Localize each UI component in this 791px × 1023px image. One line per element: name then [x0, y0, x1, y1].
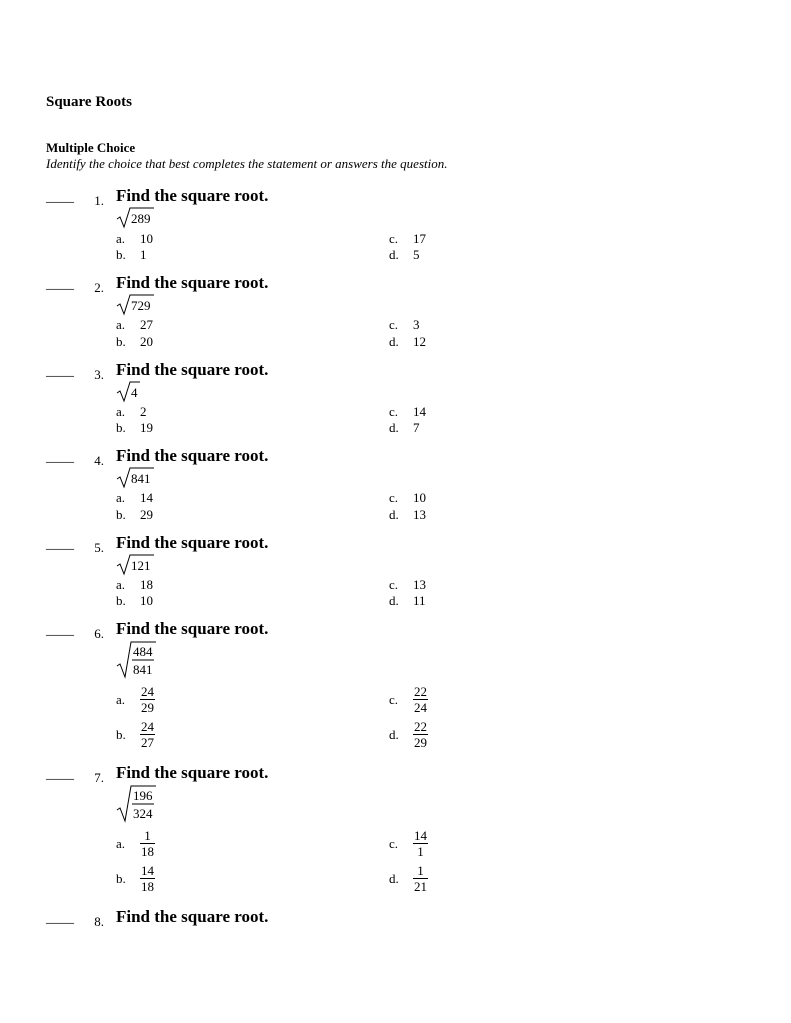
answer-blank: ____ [46, 364, 74, 379]
radicand: 289 [131, 211, 151, 226]
choice-value: 29 [140, 507, 153, 522]
choice-fraction [413, 863, 428, 894]
radical-sign [116, 783, 162, 823]
answer-blank: ____ [46, 911, 74, 926]
radicand-denominator: 324 [133, 806, 153, 821]
choice-value: 13 [413, 577, 426, 592]
choice-fraction [413, 719, 428, 750]
square-root-fraction-expression [116, 783, 162, 823]
denominator: 18 [141, 879, 154, 894]
choice-value: 14 [413, 404, 426, 419]
choice-fraction [413, 828, 428, 859]
denominator: 24 [414, 700, 427, 715]
square-root-fraction-expression [116, 639, 162, 679]
choice-fraction [413, 684, 428, 715]
radical-sign [116, 380, 146, 404]
question-number: 7. [94, 770, 104, 785]
radicand-denominator: 841 [133, 662, 153, 677]
choice-fraction [140, 684, 155, 715]
answer-blank: ____ [46, 190, 74, 205]
radicand: 121 [131, 558, 151, 573]
question-prompt: Find the square root. [116, 360, 269, 379]
numerator: 1 [140, 828, 155, 844]
radical-sign [116, 553, 160, 577]
radical-sign [116, 293, 160, 317]
question-number: 2. [94, 280, 104, 295]
denominator: 1 [417, 844, 424, 859]
question-prompt: Find the square root. [116, 907, 269, 926]
choice-value: 18 [140, 577, 153, 592]
question-prompt: Find the square root. [116, 186, 269, 205]
answer-blank: ____ [46, 537, 74, 552]
question-prompt: Find the square root. [116, 763, 269, 782]
worksheet-page: Square Roots Multiple Choice Identify the choice that best completes the statement or answers the question. ____ 1. Find the square root. 289 a. 10 b. 1 c. 17 d. 5 ____ 2. Find the square root. 729 a. 27 b. 20 c. 3 d. 12 ____ 3. Find the square root. 4 a. 2 b. 19 c. 14 d. 7 ____ 4. Find the square root. 841 a. 14 b. 29 c. 10 d. 13 ____ 5. Find the square root. 121 a. 18 b. 10 c. 13 d. 11 ____ 6. Find the square root. 484 841 a. $\frac{24}{29}$ b. $\frac{24}{27}$ c. $\frac{22}{24}$ d. $\frac{22}{29}$ ____ 7. Find the square root. 196 324 a. $\frac{1}{18}$ b. $\frac{14}{18}$ c. $\frac{14}{1}$ d. $\frac{1}{21}$ ____ 8. Find the square root. [46, 94, 448, 929]
choice-value: 19 [140, 420, 153, 435]
choice-value: 1 [140, 247, 147, 262]
numerator: 22 [414, 684, 427, 699]
question-prompt: Find the square root. [116, 533, 269, 552]
choice-value: 12 [413, 334, 426, 349]
numerator: 14 [414, 828, 427, 843]
numerator: 1 [413, 863, 428, 879]
answer-blank: ____ [46, 450, 74, 465]
choice-value: 7 [413, 420, 420, 435]
choice-value: 10 [413, 490, 426, 505]
question-number: 8. [94, 914, 104, 929]
page-title: Square Roots [46, 94, 132, 110]
choice-value: 27 [140, 317, 153, 332]
radicand-numerator: 196 [133, 788, 153, 803]
choice-value: 5 [413, 247, 420, 262]
answer-blank: ____ [46, 767, 74, 782]
question-prompt: Find the square root. [116, 446, 269, 465]
numerator: 24 [141, 719, 154, 734]
question-number: 5. [94, 540, 104, 555]
answer-blank: ____ [46, 277, 74, 292]
question-prompt: Find the square root. [116, 273, 269, 292]
radical-sign [116, 466, 160, 490]
radical-sign [116, 639, 162, 679]
answer-blank: ____ [46, 623, 74, 638]
numerator: 14 [141, 863, 154, 878]
choice-fraction [140, 828, 155, 859]
section-title: Multiple Choice [46, 140, 136, 155]
numerator: 22 [414, 719, 427, 734]
denominator: 29 [414, 735, 427, 750]
choice-value: 14 [140, 490, 153, 505]
choice-fraction [140, 863, 155, 894]
instructions: Identify the choice that best completes the statement or answers the question. [46, 156, 448, 171]
choice-value: 2 [140, 404, 147, 419]
radicand: 4 [131, 385, 138, 400]
choice-value: 3 [413, 317, 420, 332]
choice-value: 11 [413, 593, 426, 608]
numerator: 24 [141, 684, 154, 699]
choice-value: 20 [140, 334, 153, 349]
denominator: 29 [141, 700, 154, 715]
choice-value: 13 [413, 507, 426, 522]
question-number: 6. [94, 626, 104, 641]
denominator: 21 [414, 879, 427, 894]
question-number: 3. [94, 367, 104, 382]
choice-fraction [140, 719, 155, 750]
radicand: 841 [131, 471, 151, 486]
question-number: 1. [94, 193, 104, 208]
radical-sign [116, 206, 160, 230]
denominator: 27 [141, 735, 154, 750]
question-number: 4. [94, 453, 104, 468]
denominator: 18 [141, 844, 154, 859]
radicand: 729 [131, 298, 151, 313]
choice-value: 10 [140, 593, 153, 608]
choice-value: 17 [413, 231, 426, 246]
question-prompt: Find the square root. [116, 619, 269, 638]
choice-value: 10 [140, 231, 153, 246]
radicand-numerator: 484 [133, 644, 153, 659]
